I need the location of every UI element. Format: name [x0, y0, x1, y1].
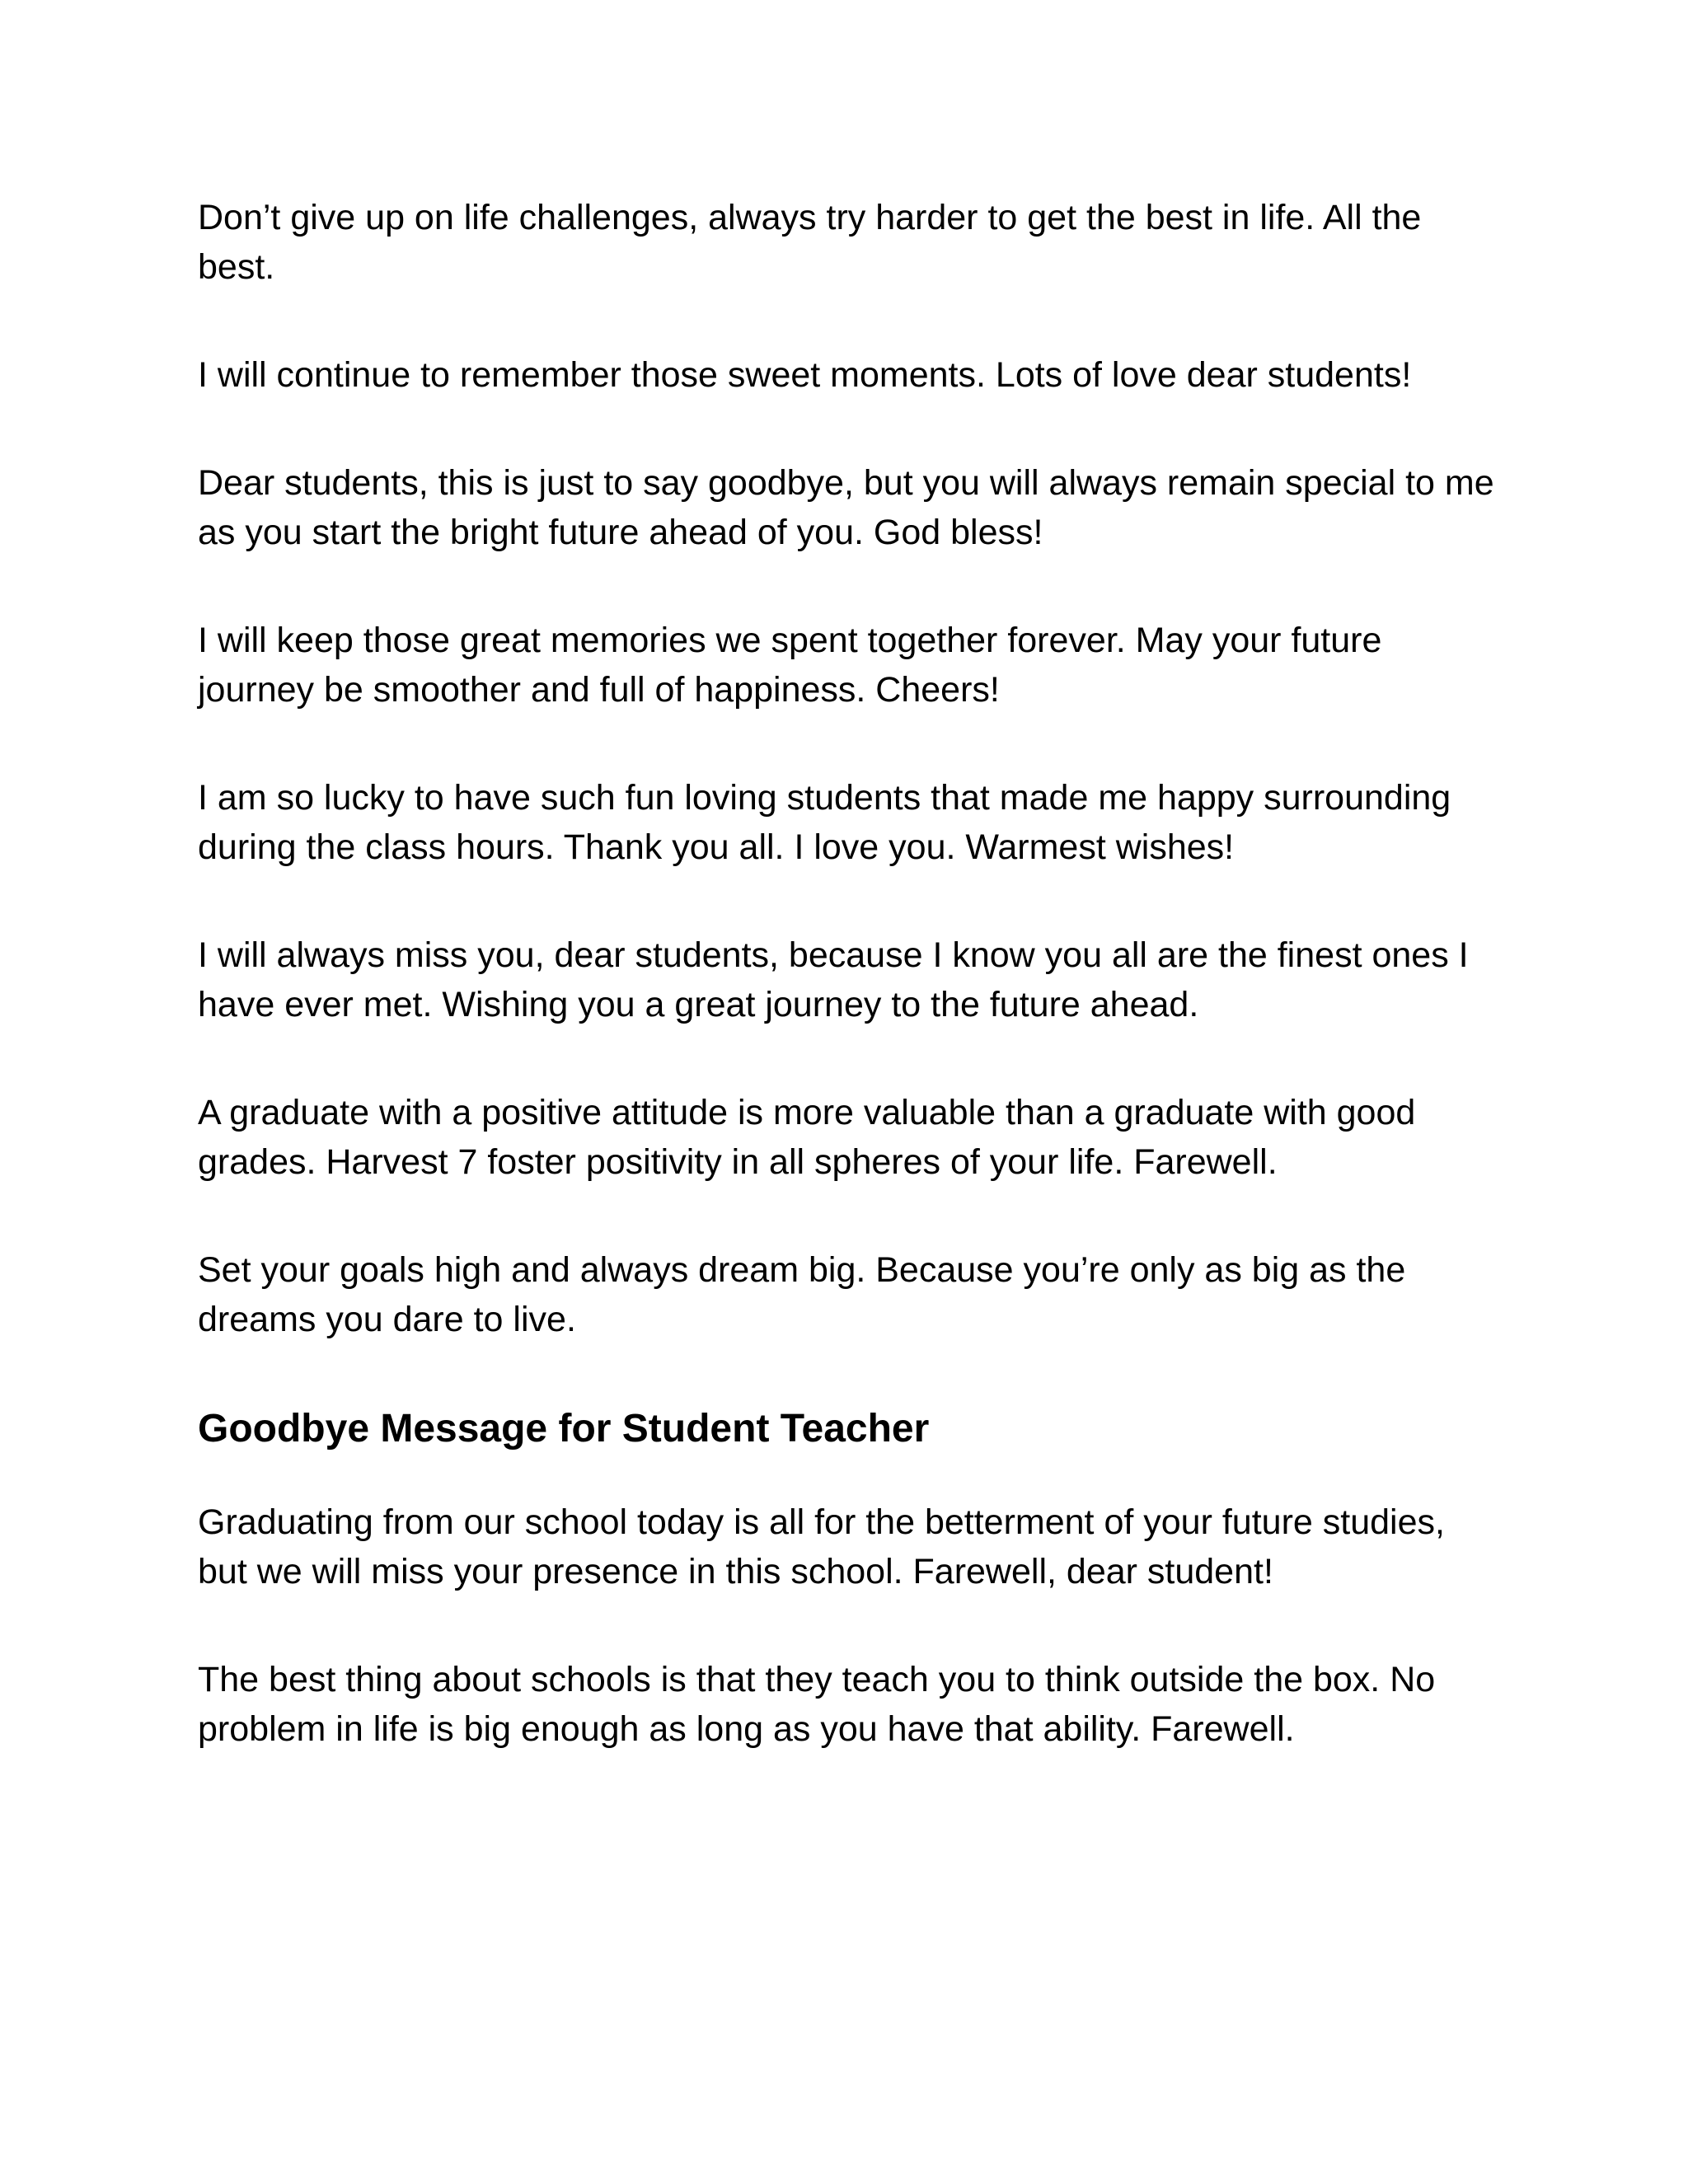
message-paragraph: I am so lucky to have such fun loving students that made me happy surrounding during the class hours. Thank you all. I love you. Warmest wishes!: [198, 778, 1451, 867]
message-paragraph: The best thing about schools is that they teach you to think outside the box. No problem in life is big enough as long as you have that ability. Farewell.: [198, 1660, 1436, 1749]
message-paragraph: Dear students, this is just to say goodbye, but you will always remain special to me as you start the bright future ahead of you. God bless!: [198, 463, 1494, 552]
section-heading: Goodbye Message for Student Teacher: [198, 1407, 930, 1451]
document-body: [198, 193, 1500, 1812]
message-paragraph: A graduate with a positive attitude is more valuable than a graduate with good grades. Harvest 7 foster positivity in all spheres of your life. Farewell.: [198, 1093, 1416, 1182]
message-paragraph: Graduating from our school today is all for the betterment of your future studies, but we will miss your presence in this school. Farewell, dear student!: [198, 1502, 1445, 1591]
message-paragraph: I will always miss you, dear students, because I know you all are the finest ones I have ever met. Wishing you a great journey to the future ahead.: [198, 935, 1469, 1024]
message-paragraph: I will continue to remember those sweet moments. Lots of love dear students!: [198, 355, 1412, 395]
message-paragraph: Set your goals high and always dream big. Because you’re only as big as the dreams you dare to live.: [198, 1250, 1406, 1339]
message-paragraph: Don’t give up on life challenges, always try harder to get the best in life. All the best.: [198, 198, 1422, 287]
message-paragraph: I will keep those great memories we spent together forever. May your future journey be smoother and full of happiness. Cheers!: [198, 621, 1382, 710]
